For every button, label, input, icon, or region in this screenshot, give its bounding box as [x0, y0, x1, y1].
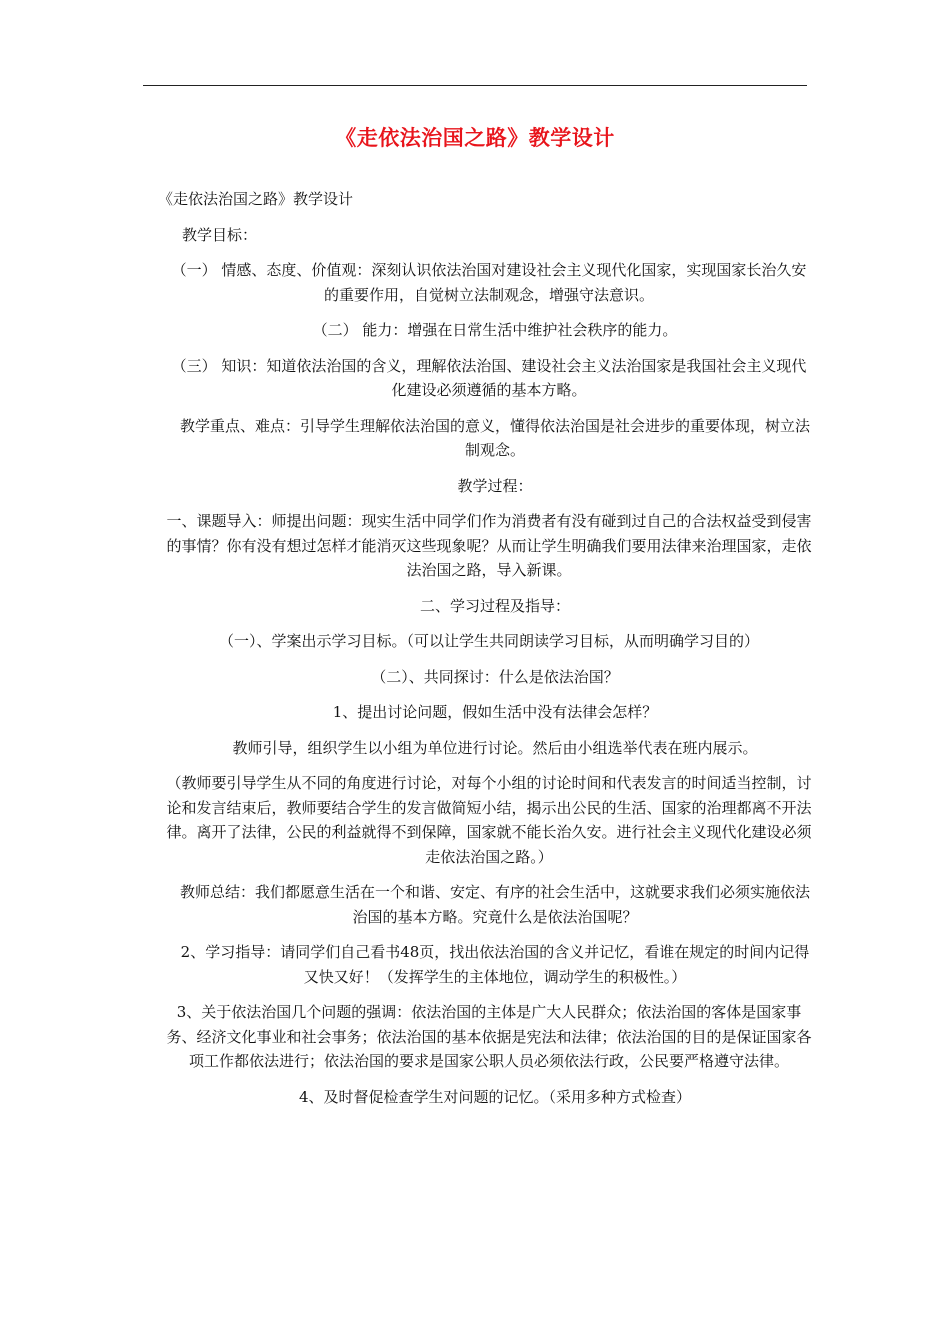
- paragraph-introduction: 一、课题导入：师提出问题：现实生活中同学们作为消费者有没有碰到过自己的合法权益受到侵害的事情？你有没有想过怎样才能消灭这些现象呢？从而让学生明确我们要用法律来治理国家，走依法治国之路，导入新课。: [166, 512, 812, 579]
- paragraph-subtitle: 《走依法治国之路》教学设计: [158, 190, 354, 208]
- paragraph-emphasis: 3、关于依法治国几个问题的强调：依法治国的主体是广大人民群众；依法治国的客体是国家事务、经济文化事业和社会事务；依法治国的基本依据是宪法和法律；依法治国的目的是保证国家各项工作都依法进行；依法治国的要求是国家公职人员必须依法行政，公民要严格遵守法律。: [166, 1003, 812, 1070]
- paragraph-step-1: （一）、学案出示学习目标。（可以让学生共同朗读学习目标，从而明确学习目的）: [218, 632, 759, 650]
- paragraph-teacher-guide: 教师引导，组织学生以小组为单位进行讨论。然后由小组选举代表在班内展示。: [232, 738, 758, 757]
- paragraph-objective-1: （一） 情感、态度、价值观：深刻认识依法治国对建设社会主义现代化国家，实现国家长治久安的重要作用，自觉树立法制观念，增强守法意识。: [171, 261, 807, 304]
- paragraph-teacher-summary: 教师总结：我们都愿意生活在一个和谐、安定、有序的社会生活中，这就要求我们必须实施依法治国的基本方略。究竟什么是依法治国呢？: [179, 883, 810, 926]
- paragraph-objective-2: （二） 能力：增强在日常生活中维护社会秩序的能力。: [312, 321, 678, 339]
- document-body: [158, 187, 812, 1120]
- paragraph-objectives-heading: 教学目标：: [182, 225, 258, 244]
- paragraph-learning-process: 二、学习过程及指导：: [419, 596, 570, 615]
- paragraph-question-1: 1、提出讨论问题，假如生活中没有法律会怎样？: [332, 703, 658, 721]
- paragraph-key-points: 教学重点、难点：引导学生理解依法治国的意义，懂得依法治国是社会进步的重要体现，树立法制观念。: [179, 416, 810, 459]
- paragraph-study-guide: 2、学习指导：请同学们自己看书48页，找出依法治国的含义并记忆，看谁在规定的时间内记得又快又好！（发挥学生的主体地位，调动学生的积极性。）: [180, 943, 810, 986]
- header-rule: [143, 85, 807, 86]
- paragraph-teacher-note: （教师要引导学生从不同的角度进行讨论，对每个小组的讨论时间和代表发言的时间适当控制，讨论和发言结束后，教师要结合学生的发言做简短小结，揭示出公民的生活、国家的治理都离不开法律。离开了法律，公民的利益就得不到保障，国家就不能长治久安。进行社会主义现代化建设必须走依法治国之路。）: [166, 774, 812, 866]
- document-title: 《走依法治国之路》教学设计: [335, 126, 615, 150]
- paragraph-step-2: （二）、共同探讨：什么是依法治国？: [371, 667, 619, 686]
- paragraph-check: 4、及时督促检查学生对问题的记忆。（采用多种方式检查）: [298, 1087, 692, 1106]
- paragraph-objective-3: （三） 知识：知道依法治国的含义，理解依法治国、建设社会主义法治国家是我国社会主义现代化建设必须遵循的基本方略。: [171, 356, 807, 399]
- paragraph-process-heading: 教学过程：: [457, 476, 533, 495]
